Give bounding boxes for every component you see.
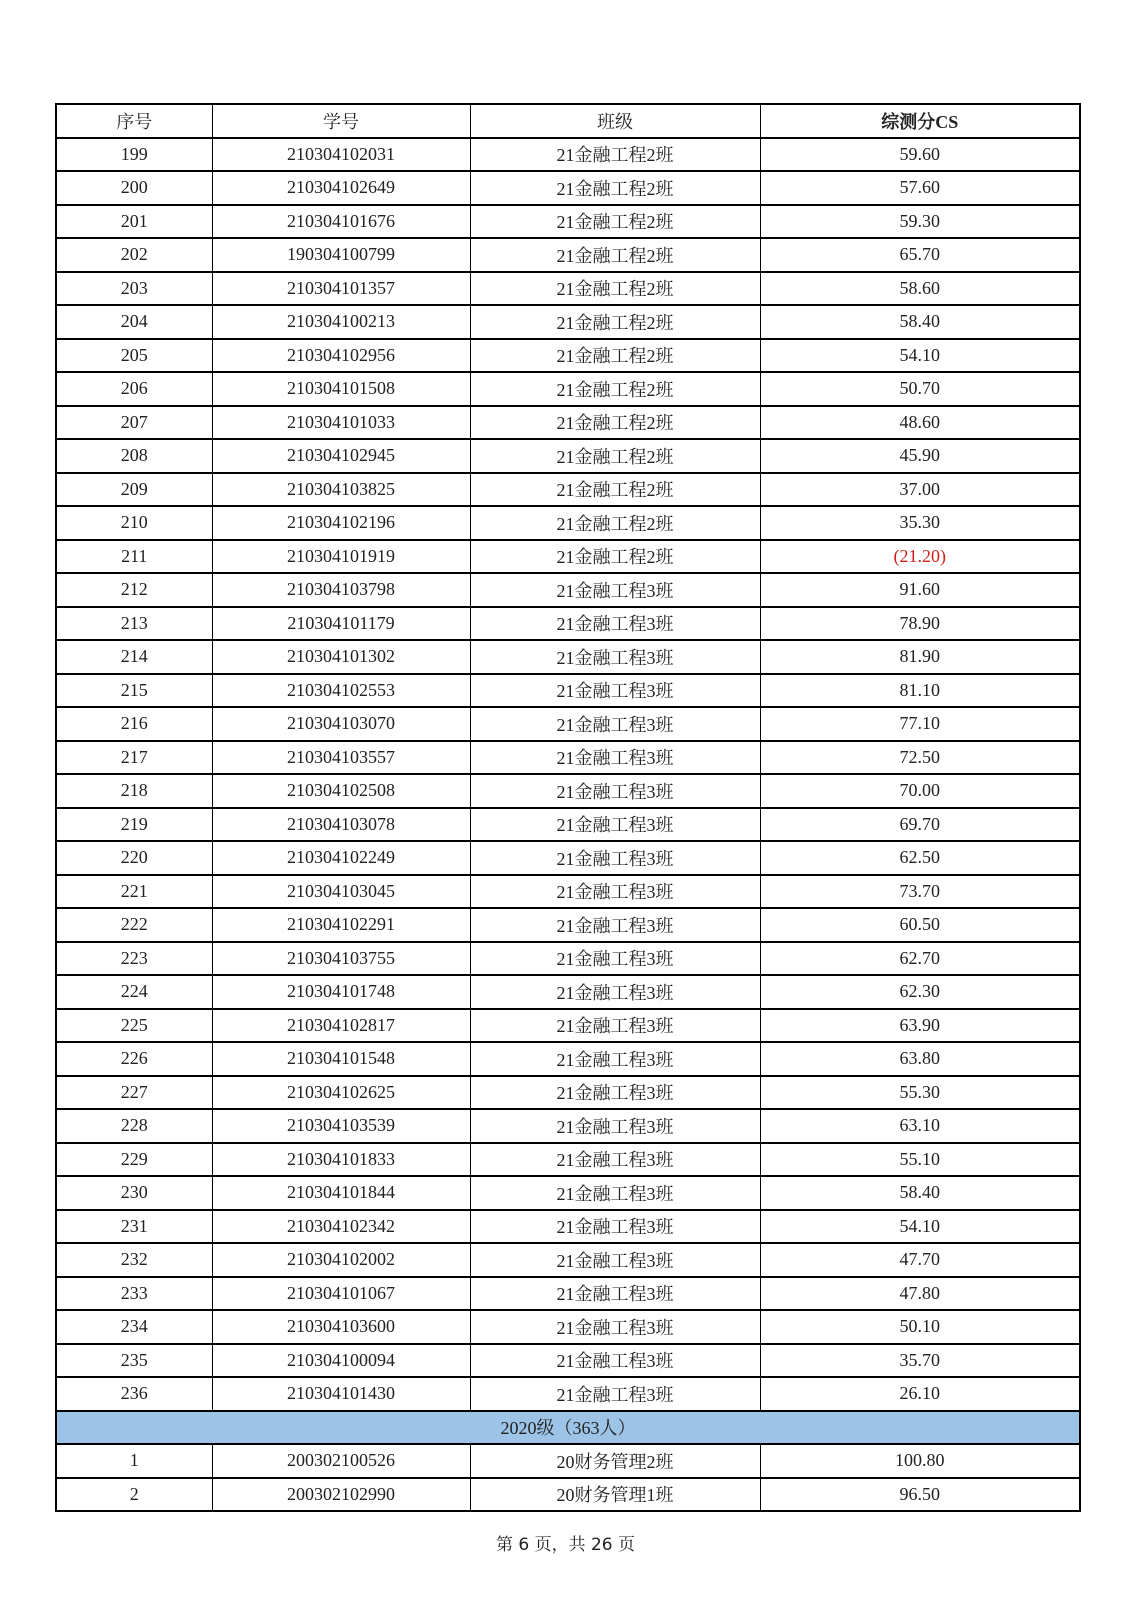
cell-score: 63.10 <box>760 1109 1080 1143</box>
cell-score: 63.90 <box>760 1009 1080 1043</box>
cell-index: 233 <box>56 1277 212 1311</box>
table-row <box>56 1377 1080 1411</box>
table-row <box>56 238 1080 272</box>
header-score: 综测分CS <box>760 104 1080 138</box>
cell-score: 54.10 <box>760 1210 1080 1244</box>
cell-score: 72.50 <box>760 741 1080 775</box>
table-row <box>56 171 1080 205</box>
cell-class: 21金融工程3班 <box>470 1277 760 1311</box>
table-row <box>56 707 1080 741</box>
score-table-container <box>55 103 1079 1512</box>
cell-student-id: 210304101676 <box>212 205 470 239</box>
cell-index: 229 <box>56 1143 212 1177</box>
table-row <box>56 305 1080 339</box>
page-footer: 第 6 页，共 26 页 <box>495 1535 636 1555</box>
cell-student-id: 210304102196 <box>212 506 470 540</box>
cell-student-id: 210304102817 <box>212 1009 470 1043</box>
table-row <box>56 640 1080 674</box>
cell-index: 220 <box>56 841 212 875</box>
table-row <box>56 1310 1080 1344</box>
cell-student-id: 210304103045 <box>212 875 470 909</box>
table-row <box>56 205 1080 239</box>
cell-score: 59.60 <box>760 138 1080 172</box>
cell-class: 21金融工程2班 <box>470 439 760 473</box>
cell-student-id: 210304102553 <box>212 674 470 708</box>
cell-score: 50.10 <box>760 1310 1080 1344</box>
cell-score: 58.40 <box>760 305 1080 339</box>
table-row <box>56 540 1080 574</box>
section-label: 2020级（363人） <box>56 1411 1080 1445</box>
cell-student-id: 210304101067 <box>212 1277 470 1311</box>
cell-score: 26.10 <box>760 1377 1080 1411</box>
cell-class: 21金融工程3班 <box>470 975 760 1009</box>
cell-class: 21金融工程2班 <box>470 506 760 540</box>
cell-student-id: 210304102956 <box>212 339 470 373</box>
cell-student-id: 210304100213 <box>212 305 470 339</box>
cell-index: 199 <box>56 138 212 172</box>
cell-student-id: 210304100094 <box>212 1344 470 1378</box>
cell-score: 58.40 <box>760 1176 1080 1210</box>
cell-index: 232 <box>56 1243 212 1277</box>
cell-score: 63.80 <box>760 1042 1080 1076</box>
header-student-id: 学号 <box>212 104 470 138</box>
cell-index: 221 <box>56 875 212 909</box>
cell-student-id: 210304103600 <box>212 1310 470 1344</box>
score-table <box>55 103 1081 1512</box>
cell-class: 21金融工程3班 <box>470 1243 760 1277</box>
table-row <box>56 741 1080 775</box>
table-row <box>56 1143 1080 1177</box>
cell-student-id: 200302102990 <box>212 1478 470 1512</box>
cell-index: 211 <box>56 540 212 574</box>
cell-student-id: 210304101302 <box>212 640 470 674</box>
table-row <box>56 506 1080 540</box>
cell-index: 204 <box>56 305 212 339</box>
table-row <box>56 841 1080 875</box>
cell-score: 73.70 <box>760 875 1080 909</box>
cell-student-id: 210304101844 <box>212 1176 470 1210</box>
cell-index: 210 <box>56 506 212 540</box>
cell-score: 55.10 <box>760 1143 1080 1177</box>
table-row <box>56 875 1080 909</box>
cell-index: 203 <box>56 272 212 306</box>
cell-score: 62.30 <box>760 975 1080 1009</box>
cell-class: 21金融工程3班 <box>470 1143 760 1177</box>
cell-index: 236 <box>56 1377 212 1411</box>
cell-student-id: 210304103557 <box>212 741 470 775</box>
cell-score: 77.10 <box>760 707 1080 741</box>
cell-class: 21金融工程3班 <box>470 1176 760 1210</box>
cell-class: 21金融工程3班 <box>470 573 760 607</box>
section-header-row <box>56 1411 1080 1445</box>
cell-index: 218 <box>56 774 212 808</box>
cell-index: 234 <box>56 1310 212 1344</box>
cell-score: (21.20) <box>760 540 1080 574</box>
cell-student-id: 210304103798 <box>212 573 470 607</box>
cell-class: 21金融工程2班 <box>470 473 760 507</box>
table-row <box>56 674 1080 708</box>
cell-student-id: 210304102508 <box>212 774 470 808</box>
cell-class: 21金融工程2班 <box>470 540 760 574</box>
cell-score: 48.60 <box>760 406 1080 440</box>
table-row <box>56 808 1080 842</box>
cell-index: 2 <box>56 1478 212 1512</box>
cell-index: 200 <box>56 171 212 205</box>
table-row <box>56 1076 1080 1110</box>
cell-score: 50.70 <box>760 372 1080 406</box>
cell-class: 21金融工程3班 <box>470 1344 760 1378</box>
cell-class: 21金融工程2班 <box>470 238 760 272</box>
table-body <box>56 138 1080 1512</box>
cell-class: 21金融工程3班 <box>470 942 760 976</box>
cell-class: 21金融工程3班 <box>470 640 760 674</box>
table-row <box>56 372 1080 406</box>
cell-score: 91.60 <box>760 573 1080 607</box>
cell-index: 201 <box>56 205 212 239</box>
cell-score: 47.70 <box>760 1243 1080 1277</box>
table-row <box>56 1478 1080 1512</box>
cell-index: 217 <box>56 741 212 775</box>
cell-score: 69.70 <box>760 808 1080 842</box>
cell-student-id: 210304102649 <box>212 171 470 205</box>
cell-score: 60.50 <box>760 908 1080 942</box>
table-row <box>56 975 1080 1009</box>
cell-index: 227 <box>56 1076 212 1110</box>
cell-score: 96.50 <box>760 1478 1080 1512</box>
table-row <box>56 439 1080 473</box>
cell-student-id: 210304102945 <box>212 439 470 473</box>
cell-score: 58.60 <box>760 272 1080 306</box>
cell-class: 21金融工程3班 <box>470 1310 760 1344</box>
cell-index: 226 <box>56 1042 212 1076</box>
cell-score: 55.30 <box>760 1076 1080 1110</box>
cell-index: 224 <box>56 975 212 1009</box>
cell-index: 205 <box>56 339 212 373</box>
cell-index: 235 <box>56 1344 212 1378</box>
cell-index: 213 <box>56 607 212 641</box>
cell-index: 215 <box>56 674 212 708</box>
cell-class: 20财务管理2班 <box>470 1444 760 1478</box>
table-row <box>56 272 1080 306</box>
table-row <box>56 774 1080 808</box>
table-row <box>56 942 1080 976</box>
cell-student-id: 210304101357 <box>212 272 470 306</box>
cell-student-id: 210304102625 <box>212 1076 470 1110</box>
table-row <box>56 339 1080 373</box>
cell-index: 207 <box>56 406 212 440</box>
cell-student-id: 210304102342 <box>212 1210 470 1244</box>
cell-student-id: 210304101508 <box>212 372 470 406</box>
cell-class: 21金融工程3班 <box>470 707 760 741</box>
cell-class: 21金融工程3班 <box>470 1009 760 1043</box>
table-row <box>56 1176 1080 1210</box>
cell-score: 100.80 <box>760 1444 1080 1478</box>
table-row <box>56 138 1080 172</box>
cell-class: 21金融工程3班 <box>470 774 760 808</box>
table-row <box>56 1277 1080 1311</box>
cell-class: 21金融工程2班 <box>470 272 760 306</box>
table-row <box>56 1444 1080 1478</box>
cell-index: 216 <box>56 707 212 741</box>
cell-student-id: 210304103825 <box>212 473 470 507</box>
cell-index: 222 <box>56 908 212 942</box>
cell-score: 35.30 <box>760 506 1080 540</box>
cell-student-id: 210304103070 <box>212 707 470 741</box>
cell-student-id: 210304102002 <box>212 1243 470 1277</box>
cell-index: 219 <box>56 808 212 842</box>
cell-student-id: 210304103078 <box>212 808 470 842</box>
cell-student-id: 210304101748 <box>212 975 470 1009</box>
table-row <box>56 908 1080 942</box>
cell-student-id: 210304103755 <box>212 942 470 976</box>
cell-score: 59.30 <box>760 205 1080 239</box>
cell-score: 47.80 <box>760 1277 1080 1311</box>
cell-class: 21金融工程3班 <box>470 607 760 641</box>
cell-score: 37.00 <box>760 473 1080 507</box>
header-class: 班级 <box>470 104 760 138</box>
cell-class: 21金融工程3班 <box>470 674 760 708</box>
cell-index: 208 <box>56 439 212 473</box>
cell-student-id: 210304103539 <box>212 1109 470 1143</box>
table-row <box>56 1042 1080 1076</box>
cell-class: 21金融工程2班 <box>470 406 760 440</box>
cell-class: 21金融工程3班 <box>470 741 760 775</box>
cell-student-id: 210304102249 <box>212 841 470 875</box>
cell-student-id: 190304100799 <box>212 238 470 272</box>
cell-student-id: 210304101833 <box>212 1143 470 1177</box>
cell-class: 21金融工程3班 <box>470 908 760 942</box>
cell-student-id: 210304101430 <box>212 1377 470 1411</box>
cell-class: 21金融工程3班 <box>470 1210 760 1244</box>
cell-index: 212 <box>56 573 212 607</box>
cell-score: 62.70 <box>760 942 1080 976</box>
cell-class: 21金融工程3班 <box>470 1109 760 1143</box>
cell-student-id: 210304101179 <box>212 607 470 641</box>
cell-class: 21金融工程3班 <box>470 841 760 875</box>
cell-score: 54.10 <box>760 339 1080 373</box>
cell-class: 20财务管理1班 <box>470 1478 760 1512</box>
cell-student-id: 210304102291 <box>212 908 470 942</box>
cell-index: 206 <box>56 372 212 406</box>
cell-student-id: 200302100526 <box>212 1444 470 1478</box>
cell-class: 21金融工程2班 <box>470 138 760 172</box>
cell-student-id: 210304101033 <box>212 406 470 440</box>
cell-index: 209 <box>56 473 212 507</box>
table-row <box>56 1243 1080 1277</box>
cell-index: 214 <box>56 640 212 674</box>
table-row <box>56 406 1080 440</box>
cell-index: 223 <box>56 942 212 976</box>
cell-index: 1 <box>56 1444 212 1478</box>
table-row <box>56 607 1080 641</box>
cell-class: 21金融工程2班 <box>470 205 760 239</box>
cell-index: 230 <box>56 1176 212 1210</box>
table-row <box>56 1210 1080 1244</box>
cell-score: 81.10 <box>760 674 1080 708</box>
cell-index: 228 <box>56 1109 212 1143</box>
table-row <box>56 573 1080 607</box>
cell-index: 225 <box>56 1009 212 1043</box>
table-row <box>56 1009 1080 1043</box>
cell-class: 21金融工程2班 <box>470 339 760 373</box>
header-index: 序号 <box>56 104 212 138</box>
cell-student-id: 210304102031 <box>212 138 470 172</box>
cell-score: 65.70 <box>760 238 1080 272</box>
cell-class: 21金融工程2班 <box>470 372 760 406</box>
cell-class: 21金融工程2班 <box>470 171 760 205</box>
cell-class: 21金融工程3班 <box>470 1377 760 1411</box>
table-row <box>56 1344 1080 1378</box>
cell-class: 21金融工程3班 <box>470 875 760 909</box>
cell-score: 57.60 <box>760 171 1080 205</box>
cell-class: 21金融工程3班 <box>470 1042 760 1076</box>
cell-student-id: 210304101919 <box>212 540 470 574</box>
cell-score: 62.50 <box>760 841 1080 875</box>
cell-score: 70.00 <box>760 774 1080 808</box>
cell-class: 21金融工程3班 <box>470 808 760 842</box>
cell-class: 21金融工程3班 <box>470 1076 760 1110</box>
cell-score: 35.70 <box>760 1344 1080 1378</box>
table-header-row <box>56 104 1080 138</box>
cell-score: 81.90 <box>760 640 1080 674</box>
table-row <box>56 1109 1080 1143</box>
table-row <box>56 473 1080 507</box>
cell-score: 78.90 <box>760 607 1080 641</box>
cell-index: 202 <box>56 238 212 272</box>
cell-score: 45.90 <box>760 439 1080 473</box>
cell-class: 21金融工程2班 <box>470 305 760 339</box>
cell-student-id: 210304101548 <box>212 1042 470 1076</box>
cell-index: 231 <box>56 1210 212 1244</box>
